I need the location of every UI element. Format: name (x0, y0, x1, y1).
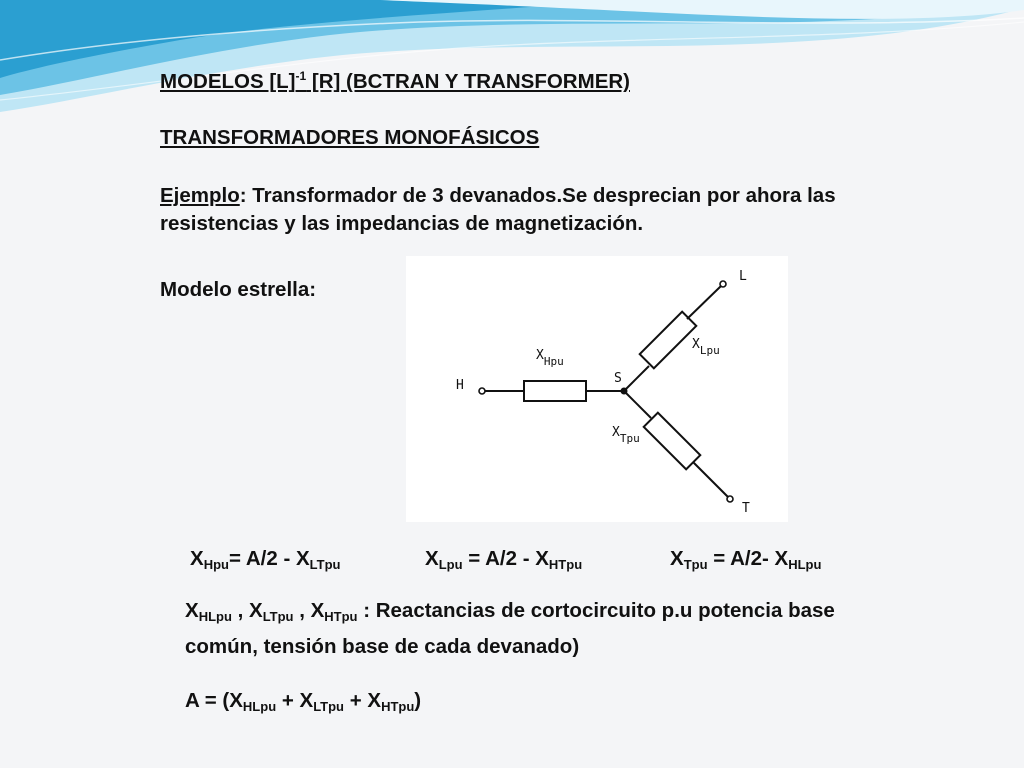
reactance-l (640, 312, 697, 369)
example-text: : Transformador de 3 devanados.Se desprecian por ahora las resistencias y las impedancias de magnetización. (160, 184, 836, 235)
reactance-description: $X_{HLpu}$ , $X_{LTpu}$ , $X_{HTpu}$ : Reactancias de cortocircuito p.u potencia base común, tensión base de cada devanado) (185, 599, 835, 658)
label-xhpu: $X_{Hpu}$ (536, 348, 564, 368)
terminal-t (727, 496, 733, 502)
formula-a: $A = (X_{HLpu} + X_{LTpu} + X_{HTpu})$ (185, 689, 422, 714)
slide-title: MODELOS $[L]^{-1}$ [R] (BCTRAN Y TRANSFORMER) (160, 69, 630, 93)
label-s: S (614, 371, 622, 386)
model-label: Modelo estrella: (160, 278, 317, 301)
label-l: L (739, 269, 747, 284)
reactance-t (644, 413, 701, 470)
label-h: H (456, 378, 464, 393)
terminal-h (479, 388, 485, 394)
formula-xtpu: $X_{Tpu} = A/2-$ $X_{HLpu}$ (670, 547, 822, 572)
star-model-diagram (406, 256, 788, 522)
slide-subtitle: TRANSFORMADORES MONOFÁSICOS (160, 126, 540, 149)
formula-xhpu: $X_{Hpu}= A/2 - X_{LTpu}$ (190, 547, 341, 572)
label-t: T (742, 501, 750, 516)
wire-l-upper (687, 286, 721, 319)
wire-t-upper (624, 391, 651, 418)
terminal-l (720, 281, 726, 287)
example-paragraph (160, 182, 920, 238)
wire-t-lower (693, 462, 728, 497)
example-label: Ejemplo (160, 184, 240, 207)
wire-l-lower (624, 366, 649, 391)
reactance-h (524, 381, 586, 401)
label-xlpu: $X_{Lpu}$ (692, 337, 720, 357)
formula-xlpu: $X_{Lpu} = A/2 - X_{HTpu}$ (425, 547, 583, 572)
label-xtpu: $X_{Tpu}$ (612, 425, 640, 445)
